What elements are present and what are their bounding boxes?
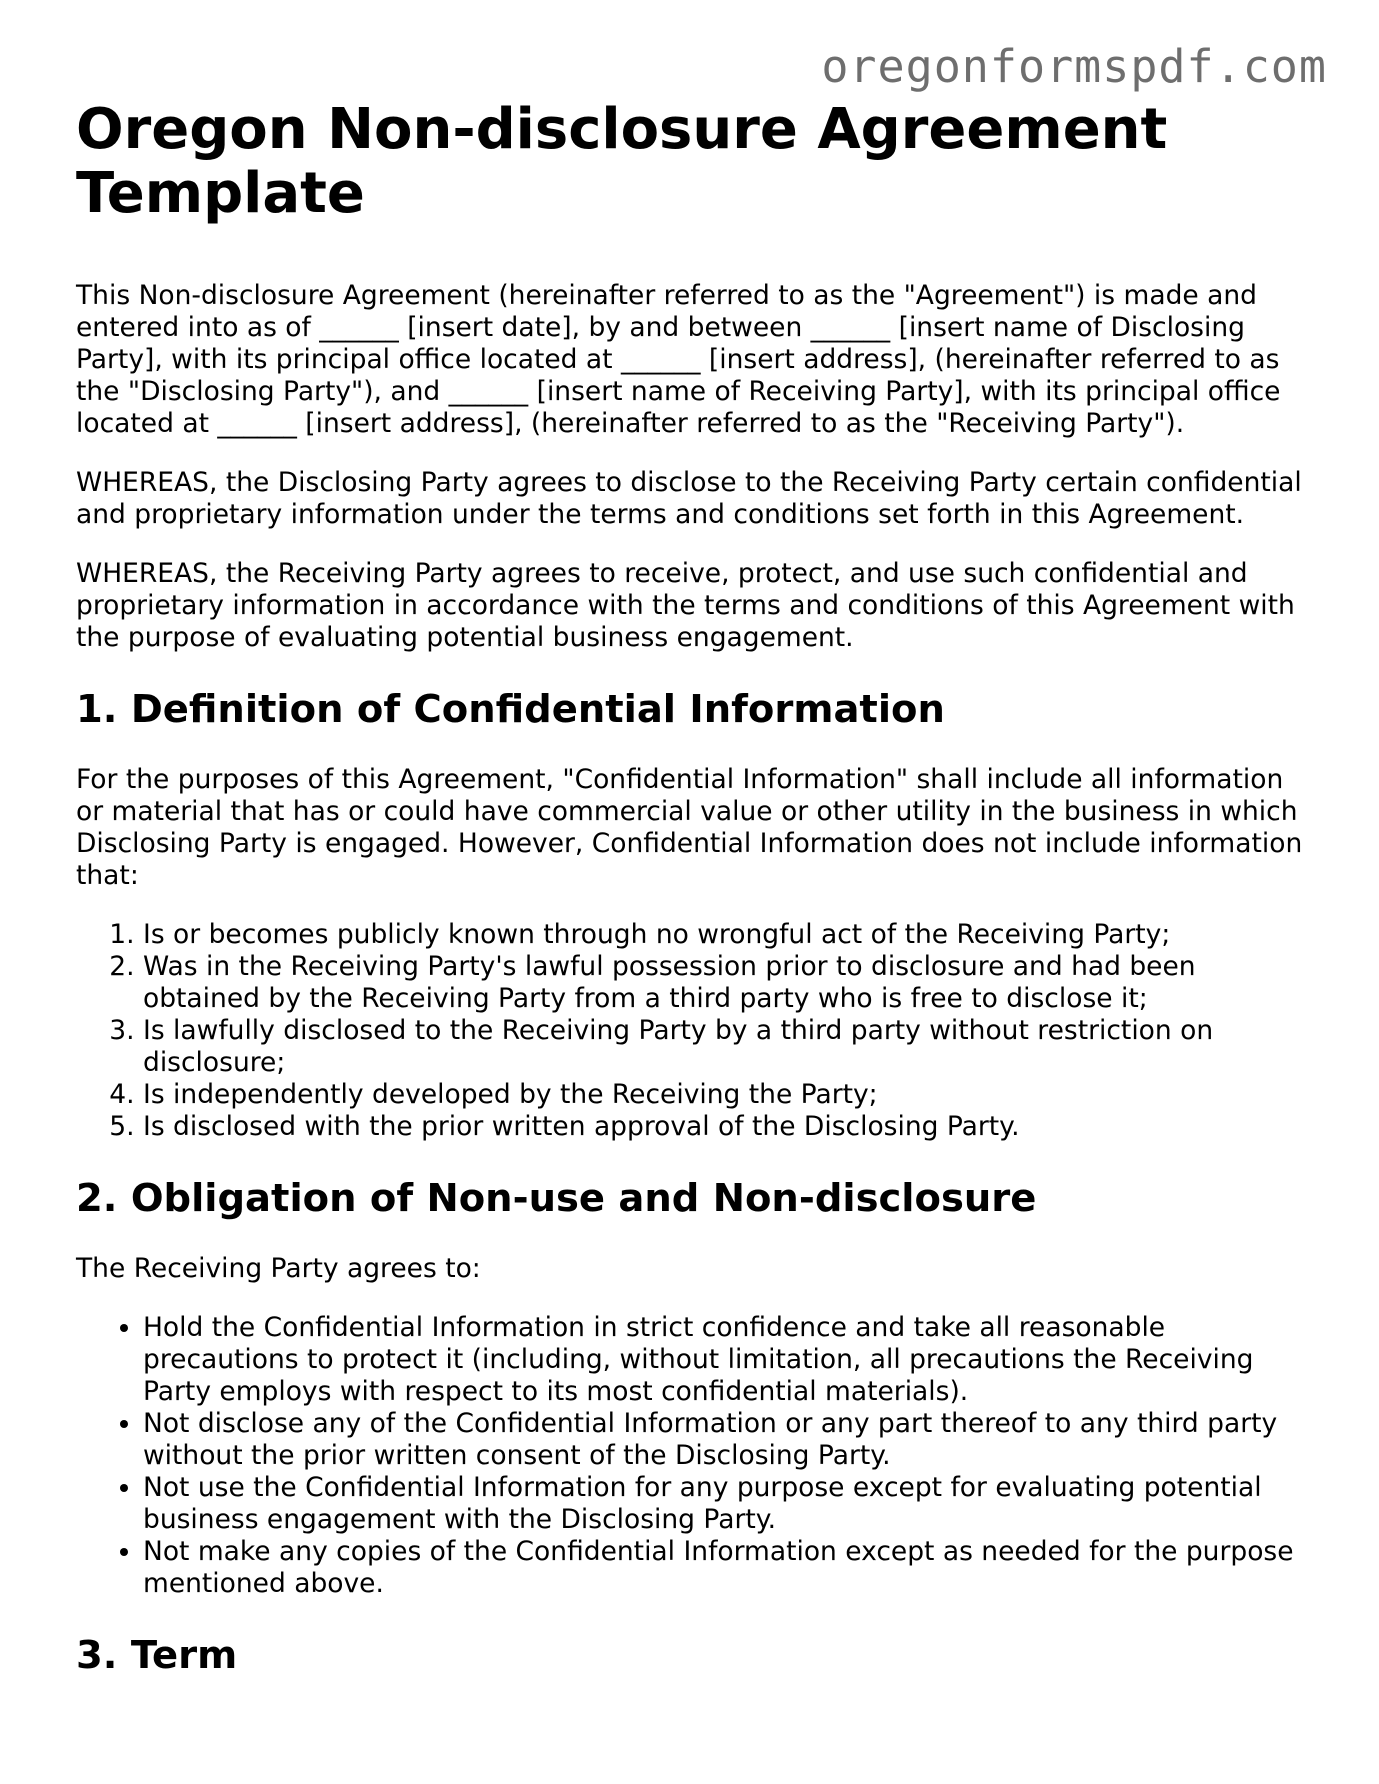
- list-item: 4. Is independently developed by the Receiving the Party;: [143, 1079, 1316, 1111]
- section-1-heading: 1. Definition of Confidential Information: [76, 687, 945, 732]
- list-item: • Not use the Confidential Information for any purpose except for evaluating potential business engagement with the Disclosing Party.: [143, 1472, 1316, 1536]
- list-item: • Hold the Confidential Information in strict confidence and take all reasonable precautions to protect it (including, without limitation, all precautions the Receiving Party employs with respect to its most confidential materials).: [143, 1312, 1316, 1408]
- whereas-disclosing-paragraph: WHEREAS, the Disclosing Party agrees to disclose to the Receiving Party certain confidential and proprietary information under the terms and conditions set forth in this Agreement.: [76, 467, 1302, 530]
- whereas-receiving-paragraph: WHEREAS, the Receiving Party agrees to receive, protect, and use such confidential and proprietary information in accordance with the terms and conditions of this Agreement with the purpose of evaluating potential business engagement.: [76, 558, 1295, 653]
- list-item: 3. Is lawfully disclosed to the Receiving Party by a third party without restriction on disclosure;: [143, 1015, 1316, 1079]
- list-item: • Not disclose any of the Confidential Information or any part thereof to any third party without the prior written consent of the Disclosing Party.: [143, 1408, 1316, 1472]
- intro-paragraph: This Non-disclosure Agreement (hereinafter referred to as the "Agreement") is made and entered into as of ______ [insert date], by and between ______ [insert name of Disclosing Party], with its principal office located at ______ [insert address], (hereinafter referred to as the "Disclosing Party"), and ______ [insert name of Receiving Party], with its principal office located at ______ [insert address], (hereinafter referred to as the "Receiving Party").: [76, 280, 1281, 439]
- section-3-heading: 3. Term: [76, 1633, 238, 1678]
- list-item: 1. Is or becomes publicly known through no wrongful act of the Receiving Party;: [143, 919, 1316, 951]
- list-item: 5. Is disclosed with the prior written approval of the Disclosing Party.: [143, 1111, 1316, 1143]
- document-page: [76, 98, 1316, 1710]
- exclusions-list: [76, 919, 1316, 1143]
- section-1-body: For the purposes of this Agreement, "Confidential Information" shall include all information or material that has or could have commercial value or other utility in the business in which Disclosing Party is engaged. However, Confidential Information does not include information that:: [76, 764, 1303, 891]
- obligations-list: [76, 1312, 1316, 1600]
- list-item: • Not make any copies of the Confidential Information except as needed for the purpose mentioned above.: [143, 1536, 1316, 1600]
- section-2-heading: 2. Obligation of Non-use and Non-disclosure: [76, 1176, 1037, 1221]
- section-2-body: The Receiving Party agrees to:: [76, 1253, 481, 1284]
- page-title: Oregon Non-disclosure Agreement Template: [76, 97, 1168, 226]
- list-item: 2. Was in the Receiving Party's lawful possession prior to disclosure and had been obtained by the Receiving Party from a third party who is free to disclose it;: [143, 951, 1316, 1015]
- watermark: oregonformspdf.com: [821, 40, 1327, 93]
